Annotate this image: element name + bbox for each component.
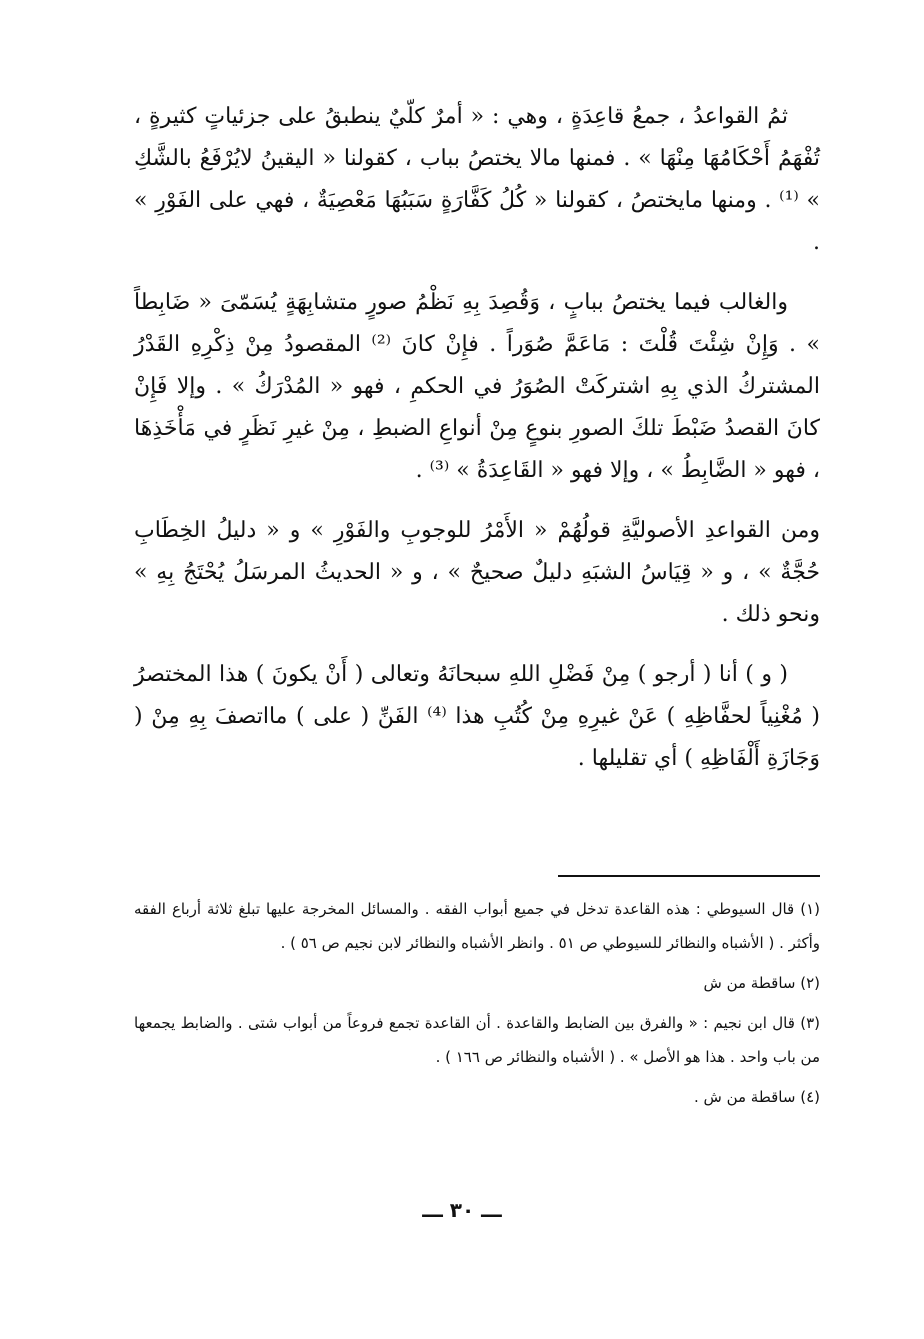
paragraph-dabit-and-qaida: والغالب فيما يختصُ ببابٍ ، وَقُصِدَ بِهِ نَظْمُ صورٍ متشابِهَةٍ يُسَمّىَ « ضَابِطاً » . وَإِنْ شِئْتَ قُلْتَ : مَاعَمَّ صُوَراً . فإِنْ كانَ ⁽²⁾ المقصودُ مِنْ ذِكْرِهِ القَدْرُ المشتركُ الذي بِهِ اشتركَتْ الصُوَرُ في الحكمِ ، فهو « المُدْرَكُ » . وإلا فَإِنْ كانَ القصدُ ضَبْطَ تلكَ الصورِ بنوعٍ مِنْ أنواعِ الضبطِ ، مِنْ غيرِ نَظَرٍ في مَأْخَذِهَا ، فهو « الضَّابِطُ » ، وإلا فهو « القَاعِدَةُ » ⁽³⁾ .: [134, 290, 820, 483]
main-text-body: [134, 96, 820, 798]
page-number: ـــ ٣٠ ـــ: [422, 1198, 502, 1222]
paragraph-usuli-rules-examples: ومن القواعدِ الأصوليَّةِ قولُهُمْ « الأَمْرُ للوجوبِ والفَوْرِ » و « دليلُ الخِطَابِ حُجَّةٌ » ، و « قِيَاسُ الشبَهِ دليلٌ صحيحٌ » ، و « الحديثُ المرسَلُ يُحْتَجُ بِهِ » ونحو ذلك .: [134, 518, 820, 627]
footnote-4: (٤) ساقطة من ش .: [693, 1088, 820, 1106]
footnote-3: (٣) قال ابن نجيم : « والفرق بين الضابط والقاعدة . أن القاعدة تجمع فروعاً من أبواب شتى . والضابط يجمعها من باب واحد . هذا هو الأصل » . ( الأشباه والنظائر ص ١٦٦ ) .: [134, 1014, 820, 1066]
footnote-1: (١) قال السيوطي : هذه القاعدة تدخل في جميع أبواب الفقه . والمسائل المخرجة عليها تبلغ ثلاثة أرباع الفقه وأكثر . ( الأشباه والنظائر للسيوطي ص ٥١ . وانظر الأشباه والنظائر لابن نجيم ص ٥٦ ) .: [134, 900, 820, 952]
footnotes-section: [134, 892, 820, 1120]
footnote-separator-line: [558, 875, 820, 877]
footnote-2: (٢) ساقطة من ش: [703, 974, 820, 992]
paragraph-author-hope: ( و ) أنا ( أرجو ) مِنْ فَضْلِ اللهِ سبحانَهُ وتعالى ( أَنْ يكونَ ) هذا المختصرُ ( مُغْنِياً لحفَّاظِهِ ) عَنْ غيرِهِ مِنْ كُتُبِ هذا ⁽⁴⁾ الفَنِّ ( على ) مااتصفَ بِهِ مِنْ ( وَجَازَةِ أَلْفَاظِهِ ) أي تقليلها .: [134, 662, 820, 771]
paragraph-definition-of-rules: ثمُ القواعدُ ، جمعُ قاعِدَةٍ ، وهي : « أمرٌ كلّيٌ ينطبقُ على جزئياتٍ كثيرةٍ ، تُفْهَمُ أَحْكَامُهَا مِنْهَا » . فمنها مالا يختصُ بباب ، كقولنا « اليقينُ لايُرْفَعُ بالشَّكِ » ⁽¹⁾ . ومنها مايختصُ ، كقولنا « كُلُ كَفَّارَةٍ سَبَبُهَا مَعْصِيَةٌ ، فهي على الفَوْرِ » .: [134, 104, 821, 255]
